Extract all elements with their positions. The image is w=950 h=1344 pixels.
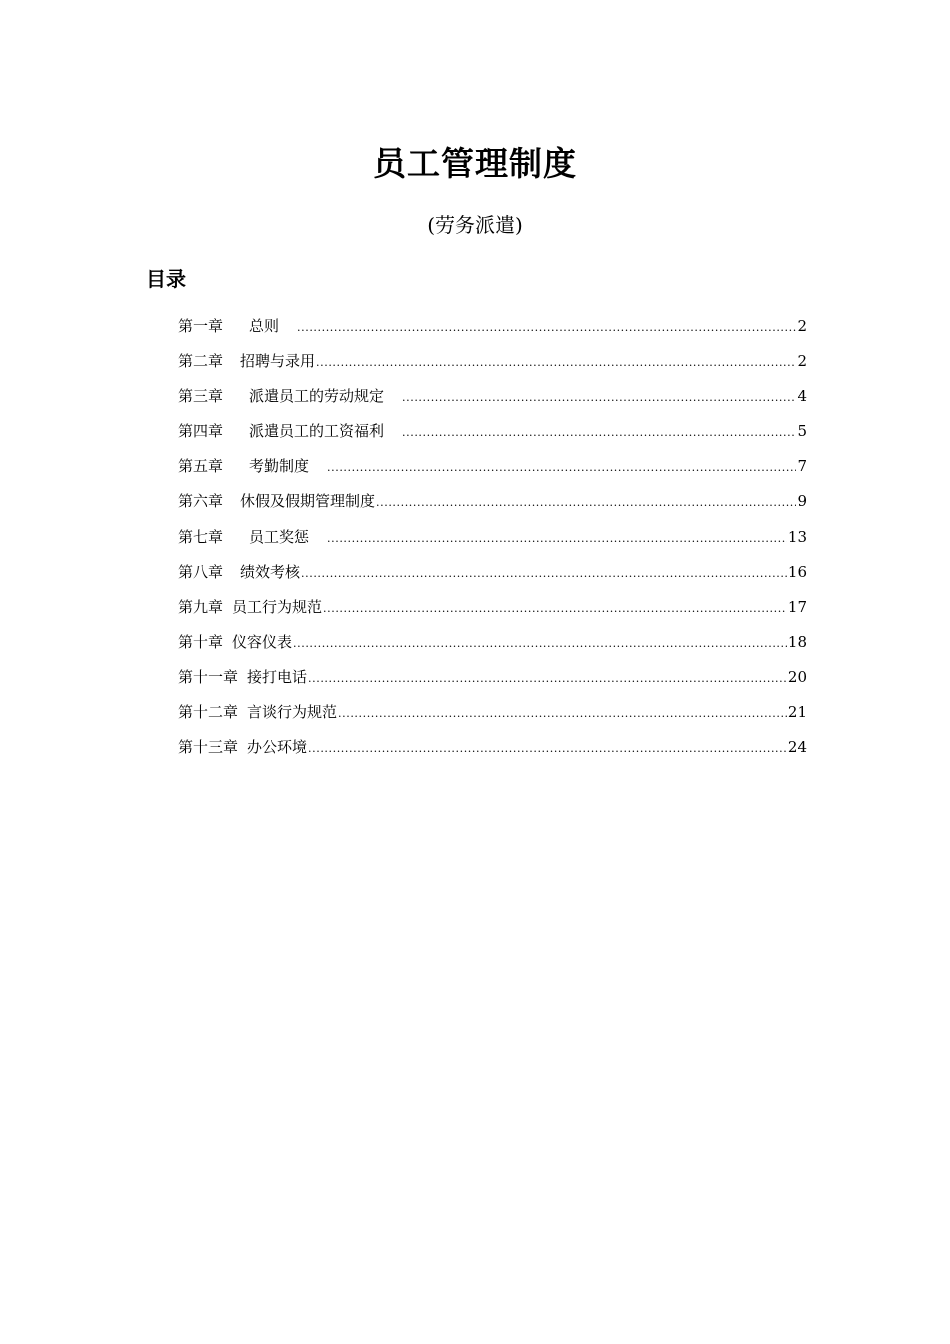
toc-entry-10[interactable] — [178, 630, 807, 665]
toc-page-number: 21 — [787, 703, 807, 722]
toc-dot-leader — [402, 386, 796, 410]
toc-entry-7[interactable] — [178, 525, 807, 560]
toc-chapter-label: 第十二章 — [178, 703, 239, 722]
toc-page-number: 16 — [787, 562, 807, 581]
toc-entry-8[interactable] — [178, 560, 807, 595]
toc-chapter-name: 言谈行为规范 — [247, 703, 338, 722]
toc-page-number: 2 — [797, 317, 807, 335]
toc-page-number: 13 — [787, 527, 807, 546]
toc-chapter-label: 第一章 — [178, 317, 224, 335]
toc-chapter-label: 第二章 — [178, 352, 224, 371]
toc-chapter-name: 员工奖惩 — [249, 527, 310, 546]
toc-entry-4[interactable] — [178, 419, 807, 454]
toc-chapter-label: 第十三章 — [178, 738, 239, 757]
toc-chapter-label: 第三章 — [178, 387, 224, 406]
toc-dot-leader — [316, 351, 796, 375]
toc-chapter-label: 第六章 — [178, 492, 224, 511]
toc-entry-1[interactable] — [178, 314, 807, 349]
toc-entry-11[interactable] — [178, 665, 807, 700]
toc-entry-5[interactable] — [178, 454, 807, 489]
toc-chapter-name: 员工行为规范 — [232, 597, 323, 616]
toc-dot-leader — [327, 527, 787, 551]
toc-chapter-label: 第十章 — [178, 632, 224, 651]
toc-dot-leader — [308, 667, 787, 691]
toc-chapter-label: 第十一章 — [178, 667, 239, 686]
toc-page-number: 24 — [787, 738, 807, 757]
toc-dot-leader — [376, 491, 796, 515]
document-subtitle: (劳务派遣) — [427, 213, 523, 237]
toc-entry-13[interactable] — [178, 735, 807, 770]
toc-dot-leader — [301, 562, 787, 586]
toc-page-number: 18 — [787, 632, 807, 651]
toc-dot-leader — [402, 421, 796, 445]
toc-chapter-name: 仪容仪表 — [232, 632, 293, 651]
toc-dot-leader — [293, 632, 787, 656]
toc-page-number: 9 — [797, 492, 807, 511]
toc-page-number: 5 — [797, 422, 807, 441]
toc-page-number: 20 — [787, 667, 807, 686]
toc-chapter-name: 总则 — [249, 317, 280, 335]
toc-chapter-name: 派遣员工的劳动规定 — [249, 387, 385, 406]
table-of-contents — [178, 314, 807, 770]
toc-heading: 目录 — [146, 267, 186, 291]
toc-chapter-name: 派遣员工的工资福利 — [249, 422, 385, 441]
toc-dot-leader — [338, 702, 787, 726]
document-title: 员工管理制度 — [373, 144, 577, 183]
toc-page-number: 4 — [797, 387, 807, 406]
toc-entry-6[interactable] — [178, 489, 807, 524]
toc-dot-leader — [323, 597, 787, 621]
toc-chapter-label: 第七章 — [178, 527, 224, 546]
toc-chapter-label: 第八章 — [178, 562, 224, 581]
toc-page-number: 7 — [797, 457, 807, 476]
toc-page-number: 2 — [797, 352, 807, 371]
toc-entry-2[interactable] — [178, 349, 807, 384]
toc-chapter-name: 接打电话 — [247, 667, 308, 686]
toc-page-number: 17 — [787, 597, 807, 616]
toc-chapter-name: 考勤制度 — [249, 457, 310, 476]
toc-dot-leader — [308, 737, 787, 761]
toc-dot-leader — [297, 316, 796, 340]
toc-entry-3[interactable] — [178, 384, 807, 419]
toc-dot-leader — [327, 456, 796, 480]
toc-entry-12[interactable] — [178, 700, 807, 735]
toc-chapter-label: 第九章 — [178, 597, 224, 616]
toc-entry-9[interactable] — [178, 595, 807, 630]
toc-chapter-name: 办公环境 — [247, 738, 308, 757]
toc-chapter-label: 第五章 — [178, 457, 224, 476]
toc-chapter-name: 休假及假期管理制度 — [240, 492, 376, 511]
toc-chapter-name: 绩效考核 — [240, 562, 301, 581]
toc-chapter-label: 第四章 — [178, 422, 224, 441]
toc-chapter-name: 招聘与录用 — [240, 352, 316, 371]
